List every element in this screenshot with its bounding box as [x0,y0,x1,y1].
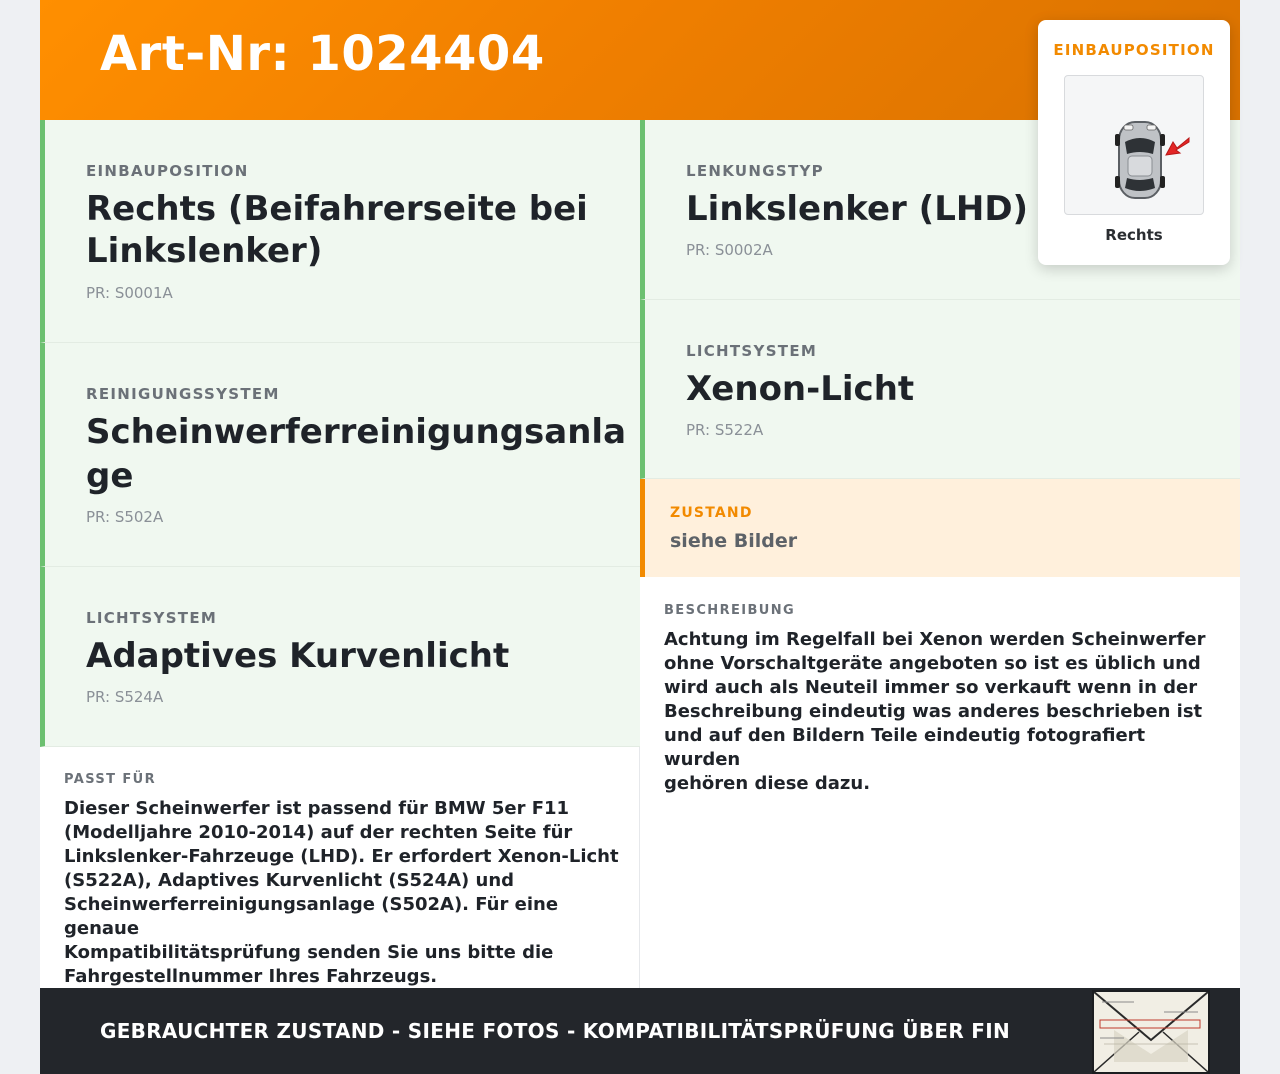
car-top-view-icon [1064,75,1204,215]
installation-position-card [1038,20,1230,265]
fits-line: Kompatibilitätsprüfung senden Sie uns bitte die [64,942,554,963]
position-card-label: Rechts [1105,226,1163,244]
spec-code: PR: S522A [686,421,764,439]
registration-document-thumbnail[interactable] [1092,990,1210,1074]
spec-card-reinigungssystem [40,343,640,567]
spec-label: REINIGUNGSSYSTEM [86,385,280,403]
spec-label: LICHTSYSTEM [686,342,818,360]
position-card-title: EINBAUPOSITION [1053,41,1215,59]
spec-value-line: Linkslenker (LHD) [686,189,1029,229]
spec-label: EINBAUPOSITION [86,162,249,180]
description-line: ohne Vorschaltgeräte angeboten so ist es üblich und [664,653,1201,674]
description-label: BESCHREIBUNG [664,603,796,618]
spec-code: PR: S524A [86,688,164,706]
spec-card-einbauposition [40,120,640,343]
condition-value: siehe Bilder [670,530,798,552]
fits-label: PASST FÜR [64,772,156,787]
condition-box [640,479,1240,577]
spec-code: PR: S502A [86,508,164,526]
description-line: wird auch als Neuteil immer so verkauft wenn in der [664,677,1198,698]
description-line: Achtung im Regelfall bei Xenon werden Scheinwerfer [664,629,1206,650]
product-sheet [40,0,1240,1074]
fits-line: Fahrgestellnummer Ihres Fahrzeugs. [64,966,438,987]
condition-label: ZUSTAND [670,505,753,521]
description-line: und auf den Bildern Teile eindeutig fotografiert wurden [664,725,1146,770]
footer-text: GEBRAUCHTER ZUSTAND - SIEHE FOTOS - KOMPATIBILITÄTSPRÜFUNG ÜBER FIN [100,1019,1011,1043]
column-divider [639,747,640,988]
spec-value-line: Linkslenker) [86,231,323,271]
footer-banner [40,988,1240,1074]
spec-value-line: ge [86,456,134,496]
spec-card-lichtsystem-xenon [640,300,1240,479]
article-number-title: Art-Nr: 1024404 [100,26,545,82]
description-line: gehören diese dazu. [664,773,871,794]
spec-label: LICHTSYSTEM [86,609,218,627]
spec-value-line: Scheinwerferreinigungsanla [86,412,627,452]
fits-text [64,797,630,989]
spec-value-line: Rechts (Beifahrerseite bei [86,189,588,229]
fits-line: Scheinwerferreinigungsanlage (S502A). Für eine genaue [64,894,559,939]
fits-line: (Modelljahre 2010-2014) auf der rechten Seite für [64,822,573,843]
fits-line: Linkslenker-Fahrzeuge (LHD). Er erfordert Xenon-Licht [64,846,619,867]
spec-label: LENKUNGSTYP [686,162,824,180]
spec-card-lichtsystem-kurvenlicht [40,567,640,747]
spec-value-line: Xenon-Licht [686,369,915,409]
spec-value-line: Adaptives Kurvenlicht [86,636,510,676]
spec-code: PR: S0001A [86,284,173,302]
fits-line: Dieser Scheinwerfer ist passend für BMW 5er F11 [64,798,570,819]
spec-code: PR: S0002A [686,241,773,259]
description-line: Beschreibung eindeutig was anderes beschrieben ist [664,701,1203,722]
fits-line: (S522A), Adaptives Kurvenlicht (S524A) und [64,870,515,891]
description-text [664,628,1224,796]
